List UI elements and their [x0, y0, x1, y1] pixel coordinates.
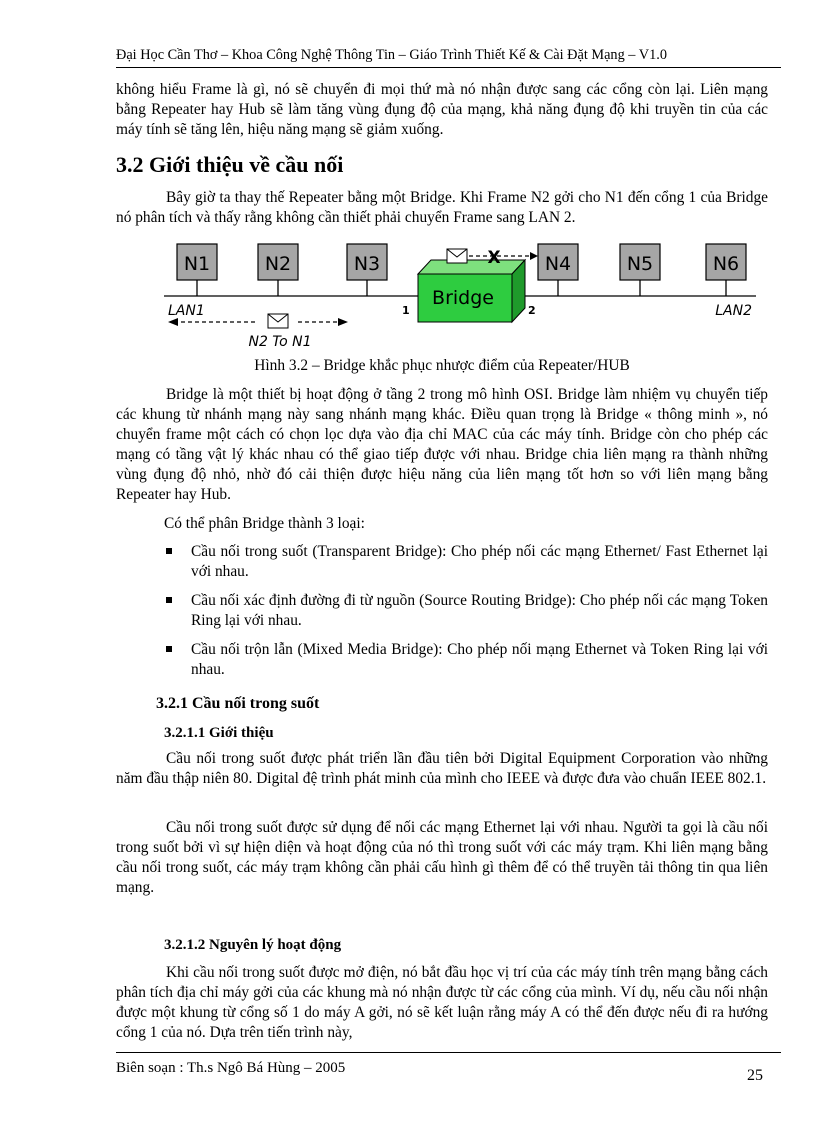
subsub1-paragraph-1: Cầu nối trong suốt được phát triển lần đầu tiên bởi Digital Equipment Corporation vào những năm đầu thập niên 80. Digital đệ trình phát minh của mình cho IEEE và được đưa vào chuẩn IEEE 802.1.	[116, 750, 768, 787]
port-2-label: 2	[528, 304, 536, 317]
subsub1-title: 3.2.1.1 Giới thiệu	[164, 725, 274, 741]
page-header: Đại Học Cần Thơ – Khoa Công Nghệ Thông Tin – Giáo Trình Thiết Kế & Cài Đặt Mạng – V1.0	[116, 47, 781, 68]
page-footer: Biên soạn : Th.s Ngô Bá Hùng – 2005	[116, 1052, 781, 1077]
intro-paragraph: không hiểu Frame là gì, nó sẽ chuyển đi mọi thứ mà nó nhận được sang các cổng còn lại. Liên mạng bằng Repeater hay Hub sẽ làm tăng vùng đụng độ của mạng, khả năng đụng độ khi truyền tin của các máy tính sẽ tăng lên, hiệu năng mạng sẽ giảm xuống.	[116, 81, 768, 138]
subsub2-title: 3.2.1.2 Nguyên lý hoạt động	[164, 937, 342, 953]
blocked-mark: X	[487, 248, 501, 268]
svg-text:Bridge: Bridge	[432, 287, 494, 309]
subsub2-paragraph-1: Khi cầu nối trong suốt được mở điện, nó bắt đầu học vị trí của các máy tính trên mạng bằng cách phân tích địa chỉ máy gởi của các khung mà nó nhận được từ các cổng của mình. Ví dụ, nếu cầu nối nhận được một khung từ cổng số 1 do máy A gởi, nó sẽ kết luận rằng máy A có thể đến được nếu đi ra hướng cổng 1 của nó. Dựa trên tiến trình này,	[116, 964, 768, 1041]
section-paragraph: Bây giờ ta thay thế Repeater bằng một Bridge. Khi Frame N2 gởi cho N1 đến cổng 1 của Bridge nó phân tích và thấy rằng không cần thiết phải chuyển Frame sang LAN 2.	[116, 189, 768, 226]
node-n2	[258, 244, 298, 280]
svg-text:N2: N2	[264, 253, 292, 275]
bridge-paragraph: Bridge là một thiết bị hoạt động ở tầng 2 trong mô hình OSI. Bridge làm nhiệm vụ chuyển tiếp các khung từ nhánh mạng này sang nhánh mạng khác. Điều quan trọng là Bridge « thông minh », nó chuyển frame một cách có chọn lọc dựa vào địa chỉ MAC của các máy tính. Bridge còn cho phép các mạng có tầng vật lý khác nhau có thể giao tiếp được với nhau. Bridge chia liên mạng ra thành những vùng đụng độ nhỏ, nhờ đó cải thiện được hiệu năng của liên mạng tốt hơn so với liên mạng bằng Repeater hay Hub.	[116, 386, 768, 503]
bridge-types-list	[164, 542, 768, 689]
subsub1-paragraph-2: Cầu nối trong suốt được sử dụng để nối các mạng Ethernet lại với nhau. Người ta gọi là cầu nối trong suốt bởi vì sự hiện diện và hoạt động của nó thì trong suốt với các máy trạm. Khi liên mạng bằng cầu nối trong suốt, các máy trạm không cần phải cấu hình gì thêm để có thể truyền tải thông tin qua liên mạng.	[116, 819, 768, 896]
port-1-label: 1	[402, 304, 410, 317]
node-n3	[347, 244, 387, 280]
subsection-title: 3.2.1 Cầu nối trong suốt	[156, 695, 320, 712]
lan1-label: LAN1	[168, 303, 205, 319]
page-number: 25	[747, 1067, 763, 1084]
svg-text:N1: N1	[183, 253, 211, 275]
node-n5	[620, 244, 660, 280]
node-n6	[706, 244, 746, 280]
svg-text:N5: N5	[626, 253, 654, 275]
bridge-box	[418, 260, 525, 322]
list-item: Cầu nối xác định đường đi từ nguồn (Source Routing Bridge): Cho phép nối các mạng Token Ring lại với nhau.	[164, 591, 768, 631]
list-item: Cầu nối trộn lẫn (Mixed Media Bridge): Cho phép nối mạng Ethernet và Token Ring lại với nhau.	[164, 640, 768, 680]
svg-text:N3: N3	[353, 253, 381, 275]
blocked-frame-envelope-icon	[447, 249, 467, 263]
node-n1	[177, 244, 217, 280]
svg-text:N4: N4	[544, 253, 572, 275]
section-title: 3.2 Giới thiệu về cầu nối	[116, 152, 344, 177]
frame-label: N2 To N1	[248, 334, 312, 350]
figure-caption: Hình 3.2 – Bridge khắc phục nhược điểm của Repeater/HUB	[254, 357, 630, 374]
node-n4	[538, 244, 578, 280]
svg-text:N6: N6	[712, 253, 740, 275]
list-item: Cầu nối trong suốt (Transparent Bridge): Cho phép nối các mạng Ethernet/ Fast Ethernet lại với nhau.	[164, 542, 768, 582]
types-intro: Có thể phân Bridge thành 3 loại:	[164, 515, 365, 532]
lan2-label: LAN2	[715, 303, 752, 319]
bridge-diagram	[160, 236, 760, 352]
frame-envelope-icon	[268, 314, 288, 328]
